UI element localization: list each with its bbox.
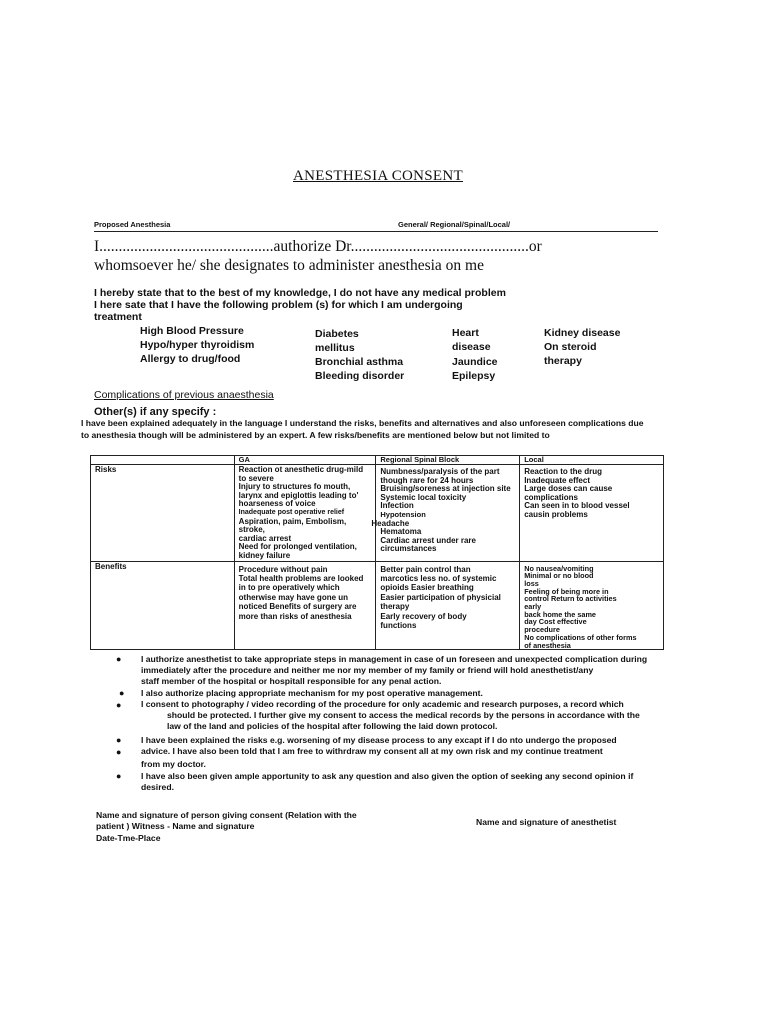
- consent-item-authorize: [141, 654, 711, 688]
- complications-heading: Complications of previous anaesthesia: [94, 389, 274, 401]
- signature-line: Date-Tme-Place: [96, 832, 161, 843]
- risks-ga-cell: [234, 465, 376, 562]
- risk-local-line: complications: [524, 492, 578, 502]
- consent-line: I have also been given ample apportunity to ask any question and also given the option of seeking any second opinion if: [141, 771, 634, 781]
- risk-local-line: Reaction to the drug: [524, 467, 602, 476]
- benefit-local-line: loss: [524, 578, 539, 588]
- signature-anesthetist: Name and signature of anesthetist: [476, 817, 617, 827]
- risk-regional-line: though rare for 24 hours: [380, 475, 474, 485]
- condition-disease: disease: [452, 341, 491, 353]
- statement-treatment: treatment: [94, 311, 142, 323]
- risk-ga-line: larynx and epiglottis leading to': [238, 490, 359, 500]
- consent-line: advice. I have also been told that I am free to withrdraw my consent all at my own risk and my continue treatment: [141, 746, 603, 756]
- consent-item-questions: [141, 771, 711, 793]
- risk-local-line: Large doses can cause: [524, 484, 613, 494]
- risks-label: Risks: [95, 465, 117, 474]
- risk-local-line: Inadequate effect: [524, 475, 590, 485]
- divider-line: [94, 231, 658, 232]
- consent-line: I authorize anesthetist to take appropriate steps in management in case of un foreseen and unexpected complication during: [141, 654, 648, 664]
- benefit-ga-line: more than risks of anesthesia: [238, 611, 352, 621]
- consent-item-withdraw: [141, 746, 711, 770]
- benefits-local-cell: [520, 561, 664, 650]
- risk-regional-line: Infection: [380, 501, 414, 511]
- consent-item-risks: [141, 735, 711, 746]
- benefit-ga-line: noticed Benefits of surgery are: [238, 602, 357, 612]
- bullet-icon: ●: [116, 700, 122, 710]
- condition-epilepsy: Epilepsy: [452, 370, 496, 382]
- benefits-regional-cell: [376, 561, 520, 650]
- risk-ga-line: to severe: [238, 473, 274, 483]
- authorize-line-1: I.............................................authorize Dr..............................................or: [94, 238, 542, 255]
- condition-kidney: Kidney disease: [544, 327, 621, 339]
- risks-local-cell: [520, 465, 664, 562]
- risk-local-line: causin problems: [524, 509, 588, 519]
- risk-ga-line: hoarseness of voice: [238, 499, 316, 509]
- table-header-local: Local: [520, 456, 664, 465]
- benefit-regional-line: opioids Easier breathing: [380, 583, 474, 593]
- signature-line: Name and signature of person giving consent (Relation with the: [96, 810, 357, 820]
- signature-consent-block: [96, 810, 357, 844]
- risk-benefit-table: [90, 455, 664, 650]
- condition-steroid: On steroid: [544, 341, 597, 353]
- benefit-regional-line: functions: [380, 620, 417, 630]
- proposed-anesthesia-label: Proposed Anesthesia: [94, 220, 171, 229]
- risk-ga-line: Aspiration, paim, Embolism, stroke,: [238, 516, 347, 535]
- table-header-ga: GA: [234, 456, 376, 465]
- page-title: ANESTHESIA CONSENT: [293, 168, 463, 184]
- benefit-local-line: of anesthesia: [524, 640, 571, 650]
- condition-thyroidism: Hypo/hyper thyroidism: [140, 339, 255, 351]
- bullet-icon: ●: [116, 747, 122, 757]
- consent-line: I have been explained the risks e.g. worsening of my disease process to any excapt if I do nto undergo the proposed: [141, 735, 617, 745]
- risk-ga-line: Need for prolonged ventilation,: [238, 542, 357, 552]
- risk-ga-line: Inadequate post operative relief: [238, 508, 345, 516]
- consent-line: desired.: [141, 782, 174, 793]
- risk-regional-line: circumstances: [380, 544, 437, 554]
- condition-therapy: therapy: [544, 355, 582, 367]
- benefit-regional-line: therapy: [380, 602, 410, 612]
- authorize-line-2: whomsoever he/ she designates to administer anesthesia on me: [94, 257, 484, 274]
- bullet-icon: ●: [119, 688, 125, 698]
- row-label-risks: [91, 465, 235, 562]
- risk-ga-line: Reaction ot anesthetic drug-mild: [238, 465, 364, 474]
- benefits-label: Benefits: [95, 561, 127, 571]
- risk-ga-line: Injury to structures fo mouth,: [238, 482, 351, 492]
- others-specify: Other(s) if any specify :: [94, 406, 217, 418]
- condition-mellitus: mellitus: [315, 342, 355, 354]
- benefit-regional-line: Better pain control than: [380, 564, 471, 574]
- risk-ga-line: cardiac arrest: [238, 533, 292, 543]
- condition-bleeding: Bleeding disorder: [315, 370, 405, 382]
- proposed-anesthesia-options: General/ Regional/Spinal/Local/: [398, 220, 511, 229]
- risks-regional-cell: [371, 465, 520, 562]
- explained-line-2: to anesthesia though will be administered by an expert. A few risks/benefits are mentioned below but not limited to: [81, 430, 550, 440]
- bullet-icon: ●: [116, 654, 122, 664]
- risk-local-line: Can seen in to blood vessel: [524, 501, 630, 511]
- risk-ga-line: kidney failure: [238, 550, 291, 560]
- benefit-local-line: control Return to activities: [524, 594, 617, 604]
- risk-regional-line: Headache: [371, 518, 410, 528]
- benefit-local-line: Feeling of being more in: [524, 586, 609, 596]
- bullet-icon: ●: [116, 735, 122, 745]
- row-label-benefits: [91, 561, 235, 650]
- consent-line: immediately after the procedure and neither me nor my member of my family or friend will hold anesthetist/any: [141, 665, 594, 676]
- consent-item-post-op: [141, 688, 711, 699]
- explained-line-1: I have been explained adequately in the language I understand the risks, benefits and alternatives and also unforeseen complications due: [81, 418, 644, 428]
- condition-asthma: Bronchial asthma: [315, 356, 404, 368]
- consent-line: staff member of the hospital or hospitall responsible for any penal action.: [141, 676, 442, 687]
- benefit-ga-line: in to pre operatively which: [238, 583, 340, 593]
- benefit-regional-line: Easier participation of physicial: [380, 592, 501, 602]
- condition-jaundice: Jaundice: [452, 356, 498, 368]
- benefit-ga-line: Procedure without pain: [238, 564, 328, 574]
- consent-line: law of the land and policies of the hospital after following the laid down protocol.: [167, 721, 498, 732]
- consent-line: I consent to photography / video recording of the procedure for only academic and research purposes, a record which: [141, 699, 624, 709]
- consent-line: from my doctor.: [141, 759, 206, 770]
- benefit-local-line: No nausea/vomiting: [524, 563, 594, 573]
- consent-line: I also authorize placing appropriate mechanism for my post operative management.: [141, 688, 483, 698]
- risk-regional-line: Hematoma: [380, 527, 422, 537]
- table-row-benefits: [91, 561, 664, 650]
- benefit-local-line: day Cost effective: [524, 617, 587, 627]
- bullet-icon: ●: [116, 771, 122, 781]
- benefit-regional-line: Early recovery of body: [380, 611, 467, 621]
- benefit-local-line: back home the same: [524, 609, 596, 619]
- signature-line: patient ) Witness - Name and signature: [96, 821, 255, 832]
- statement-problems: I here sate that I have the following problem (s) for which I am undergoing: [94, 299, 463, 311]
- risk-regional-line: Systemic local toxicity: [380, 492, 467, 502]
- condition-diabetes: Diabetes: [315, 328, 359, 340]
- benefit-local-line: procedure: [524, 625, 560, 635]
- benefit-ga-line: Total health problems are looked: [238, 573, 364, 583]
- benefit-local-line: No complications of other forms: [524, 632, 637, 642]
- statement-no-problem: I hereby state that to the best of my knowledge, I do not have any medical problem: [94, 287, 506, 299]
- condition-allergy: Allergy to drug/food: [140, 353, 241, 365]
- benefit-local-line: early: [524, 602, 542, 612]
- table-header-regional: Regional Spinal Block: [376, 456, 520, 465]
- benefit-local-line: Minimal or no blood: [524, 571, 594, 581]
- risk-regional-line: Hypotension: [380, 509, 426, 519]
- benefit-regional-line: marcotics less no. of systemic: [380, 573, 497, 583]
- condition-heart: Heart: [452, 327, 479, 339]
- table-row-risks: [91, 465, 664, 562]
- benefits-ga-cell: [234, 561, 376, 650]
- table-header-row: [91, 456, 664, 465]
- risk-regional-line: Cardiac arrest under rare: [380, 535, 476, 545]
- risk-regional-line: Bruising/soreness at injection site: [380, 484, 511, 494]
- consent-line: should be protected. I further give my consent to access the medical records by the persons in accordance with the: [167, 710, 640, 721]
- consent-item-photography: [141, 699, 711, 733]
- benefit-ga-line: otherwise may have gone un: [238, 592, 349, 602]
- risk-regional-line: Numbness/paralysis of the part: [380, 467, 500, 476]
- table-header-empty: [91, 456, 235, 465]
- condition-high-blood-pressure: High Blood Pressure: [140, 325, 244, 337]
